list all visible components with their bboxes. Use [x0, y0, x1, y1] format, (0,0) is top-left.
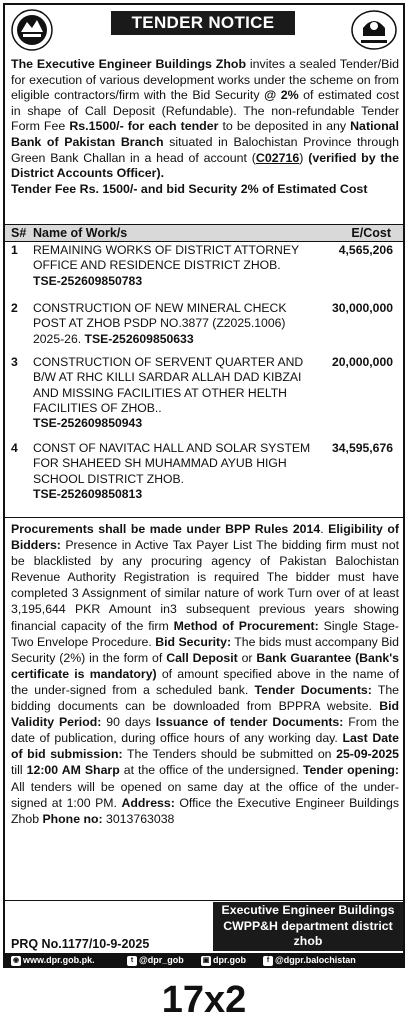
website-link[interactable]: ◉ www.dpr.gob.pk.	[12, 955, 95, 965]
twitter-link[interactable]: t @dpr_gob	[127, 953, 184, 968]
row-cost: 4,565,206	[338, 243, 393, 257]
facebook-icon: f	[263, 956, 273, 966]
page-title: TENDER NOTICE	[111, 11, 295, 35]
divider	[5, 517, 403, 518]
col-serial-header: S#	[11, 226, 27, 240]
row-work: CONSTRUCTION OF NEW MINERAL CHECK POST AT ZHOB PSDP NO.3877 (Z2025.1006) 2025-26. TSE-252609850633	[33, 301, 287, 346]
notice-header	[5, 5, 403, 55]
twitter-icon: t	[127, 956, 137, 966]
table-row	[5, 355, 403, 441]
table-row	[5, 301, 403, 355]
instagram-icon: ▣	[202, 956, 210, 964]
row-serial: 4	[11, 441, 18, 455]
row-cost: 34,595,676	[332, 441, 393, 455]
row-work: CONSTRUCTION OF SERVENT QUARTER AND B/W AT RHC KILLI SARDAR ALLAH DAD KIBZAI AND MISSING FACILITIES AT OTHER HELTH FACILITIES OF ZHOB.. TSE-252609850943	[33, 355, 304, 431]
signatory-line: zhob	[293, 934, 323, 948]
signatory-line: Executive Engineer Buildings	[221, 903, 395, 917]
signatory-box	[213, 902, 403, 951]
table-row	[5, 441, 403, 513]
col-name-header: Name of Work/s	[33, 226, 128, 240]
prq-number: PRQ No.1177/10-9-2025	[11, 937, 150, 951]
balochistan-seal-icon	[349, 8, 399, 52]
row-serial: 3	[11, 355, 18, 369]
signatory-line: CWPP&H department district	[223, 918, 393, 933]
row-serial: 1	[11, 243, 18, 257]
row-cost: 20,000,000	[332, 355, 393, 369]
divider	[5, 900, 403, 901]
row-tse: TSE-252609850943	[33, 416, 143, 431]
globe-icon: ◉	[12, 956, 20, 964]
row-serial: 2	[11, 301, 18, 315]
intro-paragraph: The Executive Engineer Buildings Zhob invites a sealed Tender/Bid for execution of various development works under the scheme on from eligible contractors/firm with the Bid Security @ 2% of estimated cost in shape of Call Deposit (Refundable). The non-refundable Tender Form Fee Rs.1500/- for each tender to be deposited in any National Bank of Pakistan Branch situated in Balochistan Province through Green Bank Challan in a head of account (C02716) (verified by the District Accounts Officer). Tender Fee Rs. 1500/- and bid Security 2% of Estimated Cost	[11, 57, 400, 196]
row-tse: TSE-252609850783	[33, 273, 143, 288]
works-table-header	[5, 224, 403, 242]
row-work: CONST OF NAVITAC HALL AND SOLAR SYSTEM FOR SHAHEED SH MUHAMMAD AYUB HIGH SCHOOL DISTRICT ZHOB. TSE-252609850813	[33, 441, 311, 501]
social-bar	[5, 953, 403, 968]
terms-paragraph: Procurements shall be made under BPP Rules 2014. Eligibility of Bidders: Presence in Active Tax Payer List The bidding firm must not be blacklisted by any procuring agency of Pakistan Balochistan Revenue Authority Registration is required The bidder must have completed 3 Assignment of similar nature of work Turn over of at least 3,195,644 PKR Amount in3 subsequent previous years showing financial capacity of the firm Method of Procurement: Single Stage-Two Envelope Procedure. Bid Security: The bids must accompany Bid Security (2%) in the form of Call Deposit or Bank Guarantee (Bank's certificate is mandatory) of amount specified above in the name of the under-signed from a scheduled bank. Tender Documents: The bidding documents can be downloaded from BPPRA website. Bid Validity Period: 90 days Issuance of tender Documents: From the date of publication, during office hours of any working day. Last Date of bid submission: The Tenders should be submitted on 25-09-2025 till 12:00 AM Sharp at the office of the undersigned. Tender opening: All tenders will be opened on same day at the office of the under-signed at 1:00 PM. Address: Office the Executive Engineer Buildings Zhob Phone no: 3013763038	[11, 522, 400, 826]
row-work: REMAINING WORKS OF DISTRICT ATTORNEY OFFICE AND RESIDENCE DISTRICT ZHOB. TSE-252609850783	[33, 243, 299, 288]
row-tse: TSE-252609850813	[33, 486, 143, 501]
tender-fee-line: Tender Fee Rs. 1500/- and bid Security 2% of Estimated Cost	[11, 181, 368, 196]
table-row	[5, 243, 403, 301]
notice-frame	[3, 3, 405, 968]
dpr-logo-icon	[9, 8, 55, 52]
ad-size-label: 17x2	[161, 979, 247, 1021]
row-tse: TSE-252609850633	[84, 331, 194, 346]
col-cost-header: E/Cost	[351, 226, 391, 240]
works-table-body	[5, 243, 403, 513]
instagram-link[interactable]: ▣ dpr.gob	[202, 955, 246, 965]
facebook-link[interactable]: f @dgpr.balochistan	[263, 953, 356, 968]
intro-authority: The Executive Engineer Buildings Zhob	[11, 57, 247, 71]
row-cost: 30,000,000	[332, 301, 393, 315]
